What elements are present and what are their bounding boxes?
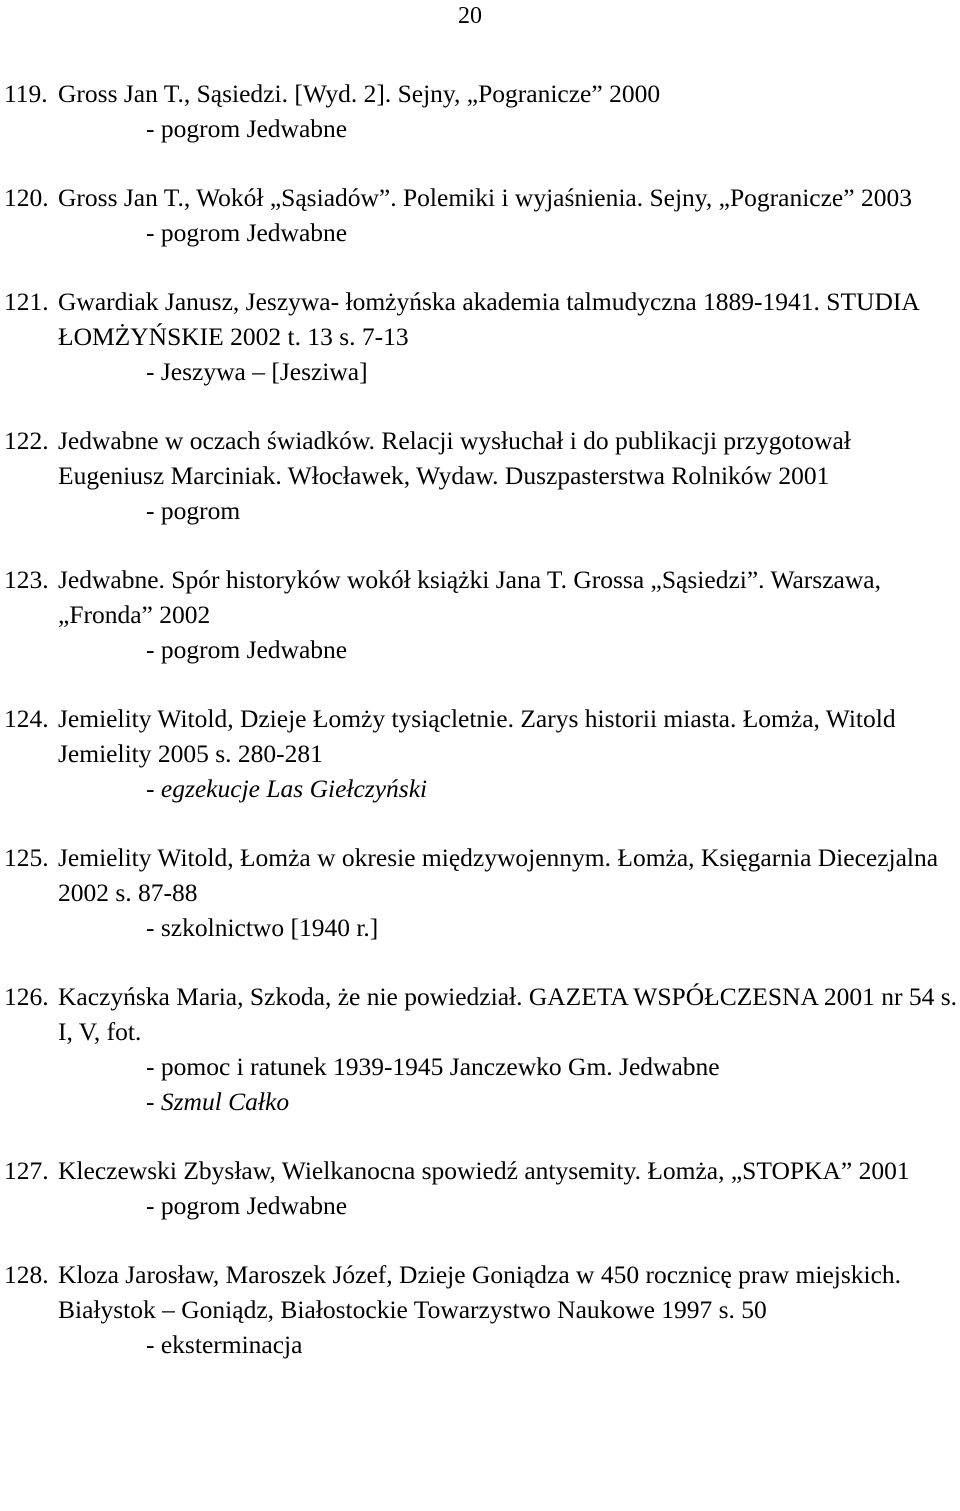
entry-number: 128. bbox=[4, 1260, 49, 1289]
entry-citation: Kaczyńska Maria, Szkoda, że nie powiedział. GAZETA WSPÓŁCZESNA 2001 nr 54 s. I, V, fot. bbox=[58, 982, 958, 1046]
entry-citation: Jemielity Witold, Dzieje Łomży tysiącletnie. Zarys historii miasta. Łomża, Witold Jemielity 2005 s. 280-281 bbox=[58, 704, 896, 768]
entry-subject-tag: - pogrom Jedwabne bbox=[146, 114, 348, 143]
bibliography-entry-123 bbox=[4, 562, 958, 667]
entry-subject-tag: - pogrom Jedwabne bbox=[146, 635, 348, 664]
entry-number: 122. bbox=[4, 426, 49, 455]
entry-subject-tag: - szkolnictwo [1940 r.] bbox=[146, 913, 379, 942]
entry-subject-tag: - pogrom Jedwabne bbox=[146, 218, 348, 247]
bibliography-entry-128 bbox=[4, 1257, 958, 1362]
bibliography-entry-125 bbox=[4, 840, 958, 945]
entry-subject-tag: - pomoc i ratunek 1939-1945 Janczewko Gm. Jedwabne bbox=[146, 1052, 720, 1081]
entry-number: 121. bbox=[4, 287, 49, 316]
entry-citation: Jedwabne. Spór historyków wokół książki Jana T. Grossa „Sąsiedzi”. Warszawa, „Fronda” 2002 bbox=[58, 565, 881, 629]
entry-citation: Kleczewski Zbysław, Wielkanocna spowiedź antysemity. Łomża, „STOPKA” 2001 bbox=[58, 1156, 910, 1185]
bibliography-entry-119 bbox=[4, 76, 958, 146]
bibliography-entry-120 bbox=[4, 180, 958, 250]
page-number: 20 bbox=[458, 3, 482, 29]
bibliography-entry-126 bbox=[4, 979, 958, 1119]
bibliography-entry-127 bbox=[4, 1153, 958, 1223]
entry-subject-tag: - eksterminacja bbox=[146, 1330, 303, 1359]
entry-number: 126. bbox=[4, 982, 49, 1011]
bibliography-entry-121 bbox=[4, 284, 958, 389]
entry-number: 124. bbox=[4, 704, 49, 733]
entry-number: 120. bbox=[4, 183, 49, 212]
entry-subject-tag: - pogrom bbox=[146, 496, 241, 525]
entry-subject-tag: - pogrom Jedwabne bbox=[146, 1191, 348, 1220]
entry-citation: Gross Jan T., Sąsiedzi. [Wyd. 2]. Sejny, „Pogranicze” 2000 bbox=[58, 79, 661, 108]
entry-number: 123. bbox=[4, 565, 49, 594]
entry-number: 119. bbox=[4, 79, 48, 108]
bibliography-entry-122 bbox=[4, 423, 958, 528]
entry-citation: Jedwabne w oczach świadków. Relacji wysłuchał i do publikacji przygotował Eugeniusz Marciniak. Włocławek, Wydaw. Duszpasterstwa Rolników 2001 bbox=[58, 426, 851, 490]
entry-subject-tag: - egzekucje Las Giełczyński bbox=[146, 774, 428, 803]
entry-subject-tag: - Szmul Całko bbox=[146, 1087, 290, 1116]
entry-number: 127. bbox=[4, 1156, 49, 1185]
entry-subject-tag: - Jeszywa – [Jesziwa] bbox=[146, 357, 368, 386]
entry-citation: Kloza Jarosław, Maroszek Józef, Dzieje Goniądza w 450 rocznicę praw miejskich. Białystok – Goniądz, Białostockie Towarzystwo Naukowe 1997 s. 50 bbox=[58, 1260, 902, 1324]
entry-citation: Gwardiak Janusz, Jeszywa- łomżyńska akademia talmudyczna 1889-1941. STUDIA ŁOMŻYŃSKIE 2002 t. 13 s. 7-13 bbox=[58, 287, 919, 351]
entry-citation: Gross Jan T., Wokół „Sąsiadów”. Polemiki i wyjaśnienia. Sejny, „Pogranicze” 2003 bbox=[58, 183, 912, 212]
entry-citation: Jemielity Witold, Łomża w okresie międzywojennym. Łomża, Księgarnia Diecezjalna 2002 s. 87-88 bbox=[58, 843, 939, 907]
bibliography-list bbox=[4, 76, 958, 1396]
entry-number: 125. bbox=[4, 843, 49, 872]
bibliography-entry-124 bbox=[4, 701, 958, 806]
